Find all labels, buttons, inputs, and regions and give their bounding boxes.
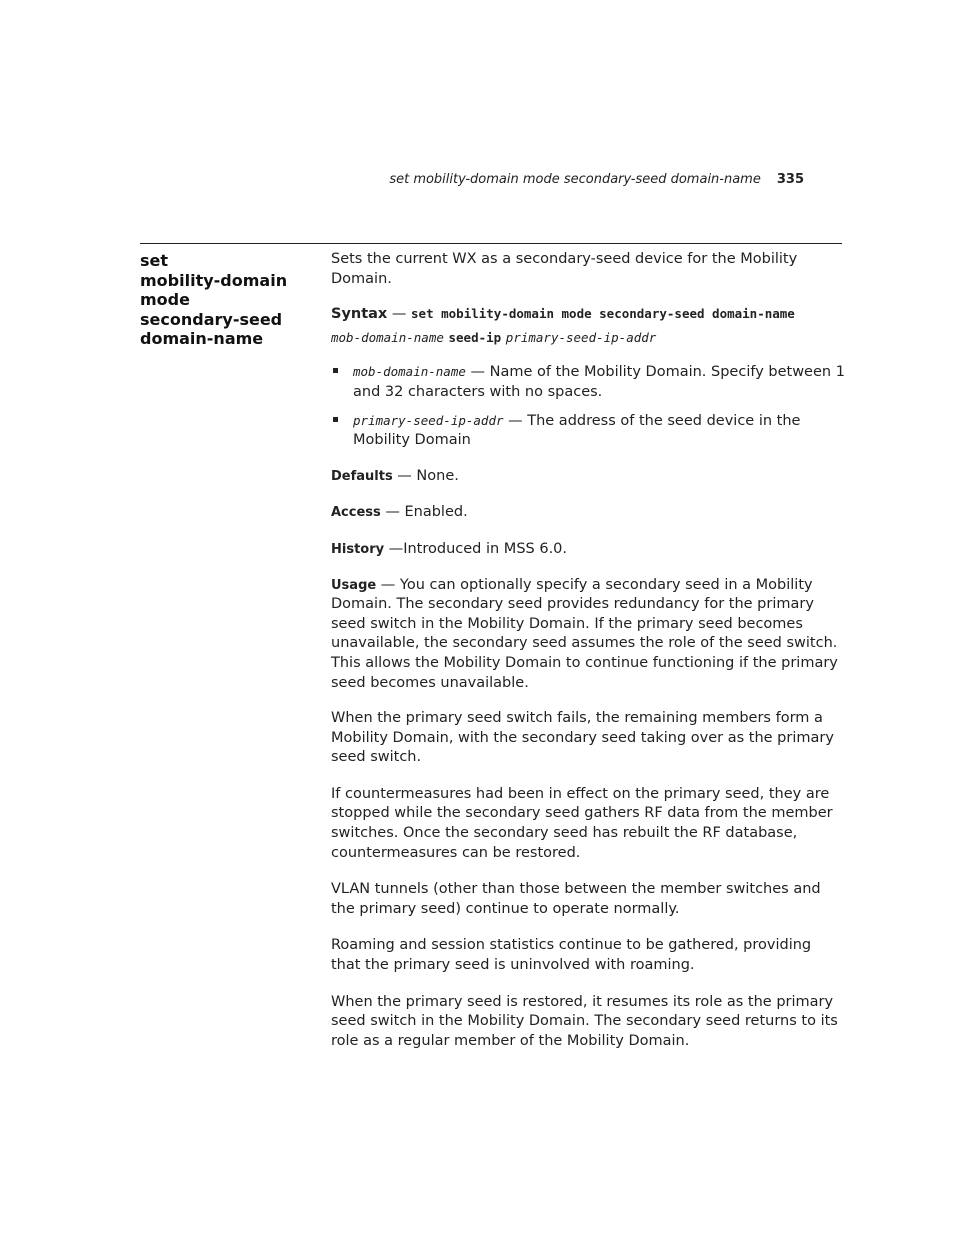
param-name: primary-seed-ip-addr: [353, 412, 504, 428]
defaults-label: Defaults: [331, 468, 393, 484]
syntax-command: set mobility-domain mode secondary-seed domain-name: [411, 306, 795, 322]
param-name: mob-domain-name: [353, 364, 466, 380]
body-paragraph: When the primary seed is restored, it resumes its role as the primary seed switch in the Mobility Domain. The secondary seed returns to its role as a regular member of the Mobility Domain.: [331, 993, 838, 1049]
body-paragraph: When the primary seed switch fails, the remaining members form a Mobility Domain, with the secondary seed taking over as the primary seed switch.: [331, 710, 834, 766]
section-heading: [140, 251, 310, 349]
body-paragraph: Roaming and session statistics continue to be gathered, providing that the primary seed is uninvolved with roaming.: [331, 937, 812, 974]
access-label: Access: [331, 505, 381, 521]
usage-label: Usage: [331, 577, 377, 593]
history-label: History: [331, 541, 385, 557]
param-description: — The address of the seed device in the Mobility Domain: [353, 412, 801, 449]
bullet-icon: [333, 368, 338, 373]
section-heading-line: domain-name: [140, 329, 264, 348]
history-paragraph: [331, 540, 845, 560]
intro-paragraph: Sets the current WX as a secondary-seed device for the Mobility Domain.: [331, 251, 798, 287]
usage-text: — You can optionally specify a secondary seed in a Mobility Domain. The secondary seed provides redundancy for the primary seed switch in the Mobility Domain. If the primary seed becomes unavailable, the secondary seed assumes the role of the seed switch. This allows the Mobility Domain to continue functioning if the primary seed becomes unavailable.: [331, 576, 838, 691]
section-body: [331, 250, 845, 1051]
syntax-block: [331, 304, 845, 348]
usage-paragraph: [331, 576, 845, 694]
defaults-paragraph: [331, 467, 845, 487]
defaults-text: — None.: [392, 467, 459, 484]
page-number: 335: [776, 172, 804, 187]
section-heading-line: secondary-seed: [140, 309, 283, 329]
syntax-arg-ip: primary-seed-ip-addr: [505, 329, 657, 345]
syntax-dash: —: [387, 306, 412, 323]
syntax-keyword: seed-ip: [448, 329, 502, 345]
list-item: [331, 362, 845, 402]
access-paragraph: [331, 503, 845, 523]
body-paragraph: If countermeasures had been in effect on the primary seed, they are stopped while the secondary seed gathers RF data from the member switches. Once the secondary seed has rebuilt the RF database, countermeasures can be restored.: [331, 785, 833, 861]
section-heading-line: set: [140, 251, 169, 270]
param-description: — Name of the Mobility Domain. Specify between 1 and 32 characters with no spaces.: [353, 364, 845, 400]
history-text: —Introduced in MSS 6.0.: [384, 540, 568, 557]
list-item: [331, 411, 845, 451]
access-text: — Enabled.: [380, 504, 468, 521]
syntax-label: Syntax: [331, 306, 388, 323]
running-header-title: set mobility-domain mode secondary-seed domain-name: [389, 172, 761, 187]
bullet-icon: [333, 417, 338, 422]
body-paragraph: VLAN tunnels (other than those between the member switches and the primary seed) continue to operate normally.: [331, 881, 821, 917]
section-rule: [140, 243, 842, 244]
syntax-arg-domain: mob-domain-name: [331, 329, 444, 345]
running-header: [330, 172, 804, 187]
section-heading-line: mode: [140, 290, 190, 309]
section-heading-line: mobility-domain: [140, 270, 288, 290]
parameter-list: [331, 362, 845, 450]
